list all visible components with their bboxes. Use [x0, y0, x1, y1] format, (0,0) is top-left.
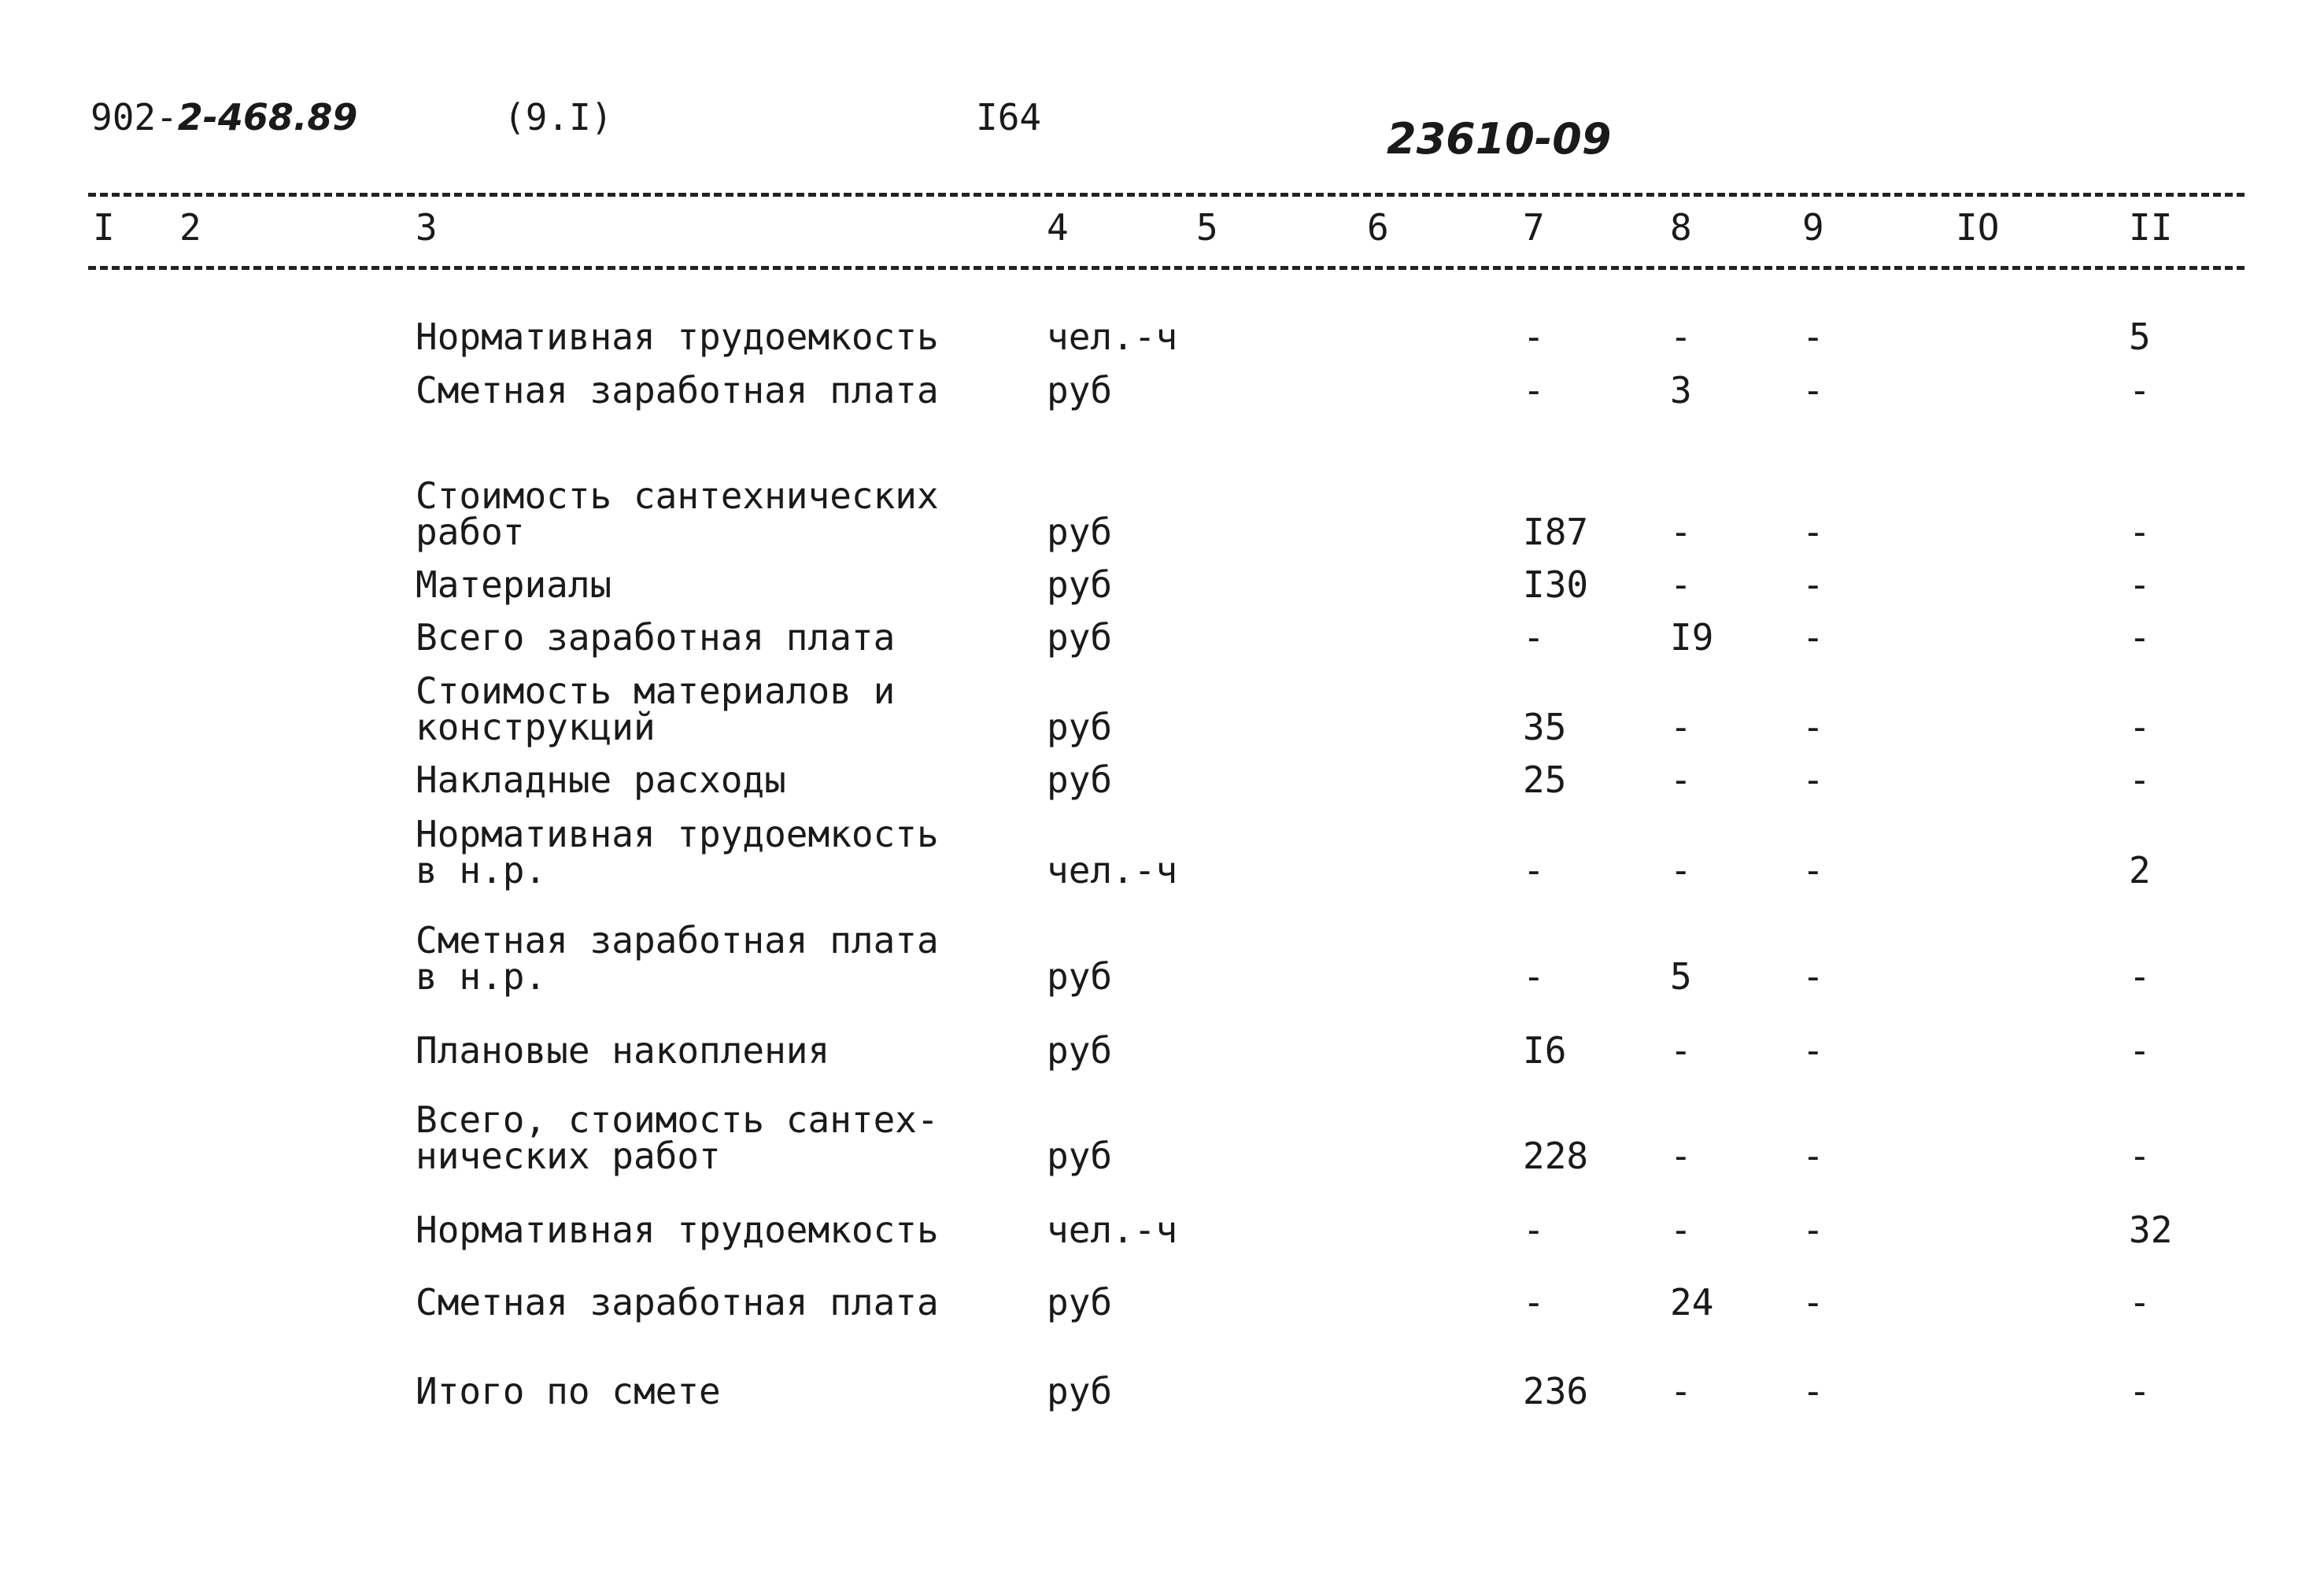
row-value-col9: -: [1802, 1281, 1824, 1323]
row-value-col8: -: [1670, 563, 1692, 606]
row-value-col9: -: [1802, 1029, 1824, 1072]
row-value-col9: -: [1802, 511, 1824, 553]
row-value-col8: -: [1670, 759, 1692, 801]
row-name-line1: Нормативная трудоемкость: [416, 813, 939, 855]
row-value-col11: -: [2129, 563, 2151, 606]
row-value-col11: 32: [2129, 1209, 2173, 1251]
row-value-col7: -: [1523, 316, 1545, 358]
row-unit: чел.-ч: [1047, 316, 1178, 358]
row-name: Сметная заработная плата: [416, 1281, 939, 1323]
row-value-col7: 25: [1523, 759, 1567, 801]
row-value-col8: -: [1670, 1209, 1692, 1251]
row-name: Плановые накопления: [416, 1029, 830, 1072]
row-value-col7: -: [1523, 1281, 1545, 1323]
row-value-col9: -: [1802, 1209, 1824, 1251]
row-value-col7: I87: [1523, 511, 1589, 553]
row-value-col11: -: [2129, 1281, 2151, 1323]
row-name: [416, 1098, 939, 1177]
row-name: Всего заработная плата: [416, 616, 896, 659]
row-value-col7: -: [1523, 616, 1545, 659]
row-unit: руб: [1047, 1281, 1113, 1323]
row-value-col9: -: [1802, 316, 1824, 358]
row-name-line1: Стоимость материалов и: [416, 670, 896, 712]
row-value-col9: -: [1802, 1135, 1824, 1177]
row-unit: руб: [1047, 369, 1113, 412]
row-value-col11: 2: [2129, 849, 2151, 892]
row-unit: руб: [1047, 563, 1113, 606]
row-name: [416, 474, 939, 553]
row-value-col11: 5: [2129, 316, 2151, 358]
row-unit: руб: [1047, 1029, 1113, 1072]
row-value-col11: -: [2129, 369, 2151, 412]
column-number: 5: [1196, 206, 1218, 249]
row-value-col7: I6: [1523, 1029, 1567, 1072]
row-name-line1: Сметная заработная плата: [416, 919, 939, 962]
row-name-line1: Всего, стоимость сантех-: [416, 1098, 939, 1141]
row-name-line2: конструкций: [416, 706, 656, 748]
document-number-prefix: 902-: [91, 96, 178, 138]
row-value-col8: -: [1670, 511, 1692, 553]
column-number: 8: [1670, 206, 1692, 249]
document-number: [91, 96, 357, 138]
column-number: 7: [1523, 206, 1545, 249]
row-unit: руб: [1047, 706, 1113, 748]
header-divider-top: [88, 193, 2245, 197]
row-value-col7: -: [1523, 849, 1545, 892]
row-value-col7: I30: [1523, 563, 1589, 606]
row-value-col11: -: [2129, 1370, 2151, 1412]
row-value-col8: -: [1670, 1370, 1692, 1412]
row-unit: руб: [1047, 511, 1113, 553]
column-number: 3: [416, 206, 438, 249]
row-unit: чел.-ч: [1047, 849, 1178, 892]
row-value-col8: 5: [1670, 955, 1692, 998]
row-value-col8: -: [1670, 1029, 1692, 1072]
row-name: Накладные расходы: [416, 759, 786, 801]
row-value-col8: 24: [1670, 1281, 1714, 1323]
row-value-col7: 35: [1523, 706, 1567, 748]
row-name: [416, 670, 896, 748]
row-value-col9: -: [1802, 759, 1824, 801]
row-value-col11: -: [2129, 706, 2151, 748]
row-name-line2: в н.р.: [416, 849, 547, 892]
row-unit: руб: [1047, 955, 1113, 998]
row-name: Нормативная трудоемкость: [416, 316, 939, 358]
row-value-col9: -: [1802, 955, 1824, 998]
row-value-col9: -: [1802, 563, 1824, 606]
row-value-col8: -: [1670, 706, 1692, 748]
section-number: (9.I): [504, 96, 613, 138]
row-value-col7: -: [1523, 369, 1545, 412]
row-unit: руб: [1047, 1370, 1113, 1412]
row-name-line2: работ: [416, 511, 525, 553]
row-name-line2: нических работ: [416, 1135, 721, 1177]
row-name: Сметная заработная плата: [416, 369, 939, 412]
row-value-col8: -: [1670, 316, 1692, 358]
column-number: 2: [179, 206, 201, 249]
row-value-col9: -: [1802, 1370, 1824, 1412]
row-value-col8: -: [1670, 1135, 1692, 1177]
row-value-col11: -: [2129, 511, 2151, 553]
column-number: II: [2129, 206, 2173, 249]
row-value-col11: -: [2129, 1029, 2151, 1072]
row-value-col7: -: [1523, 955, 1545, 998]
row-value-col11: -: [2129, 759, 2151, 801]
row-value-col11: -: [2129, 616, 2151, 659]
row-value-col11: -: [2129, 1135, 2151, 1177]
column-number: IO: [1956, 206, 2000, 249]
column-number: 6: [1367, 206, 1389, 249]
row-value-col8: -: [1670, 849, 1692, 892]
row-name: [416, 919, 939, 998]
row-value-col11: -: [2129, 955, 2151, 998]
document-number-handwritten: 2-468.89: [177, 96, 358, 138]
row-value-col9: -: [1802, 849, 1824, 892]
row-unit: руб: [1047, 1135, 1113, 1177]
page-number: I64: [976, 96, 1042, 138]
column-number: 9: [1802, 206, 1824, 249]
row-name-line2: в н.р.: [416, 955, 547, 998]
row-value-col9: -: [1802, 369, 1824, 412]
column-number: I: [93, 206, 115, 249]
row-value-col8: 3: [1670, 369, 1692, 412]
row-name-line1: Стоимость сантехнических: [416, 474, 939, 517]
row-value-col7: 236: [1523, 1370, 1589, 1412]
row-unit: руб: [1047, 616, 1113, 659]
row-value-col9: -: [1802, 616, 1824, 659]
row-value-col9: -: [1802, 706, 1824, 748]
inventory-stamp: 23610-09: [1387, 114, 1612, 164]
row-name: Материалы: [416, 563, 612, 606]
header-divider-bottom: [88, 266, 2245, 270]
row-name: Нормативная трудоемкость: [416, 1209, 939, 1251]
row-unit: чел.-ч: [1047, 1209, 1178, 1251]
row-value-col7: 228: [1523, 1135, 1589, 1177]
row-name: Итого по смете: [416, 1370, 721, 1412]
row-value-col7: -: [1523, 1209, 1545, 1251]
row-value-col8: I9: [1670, 616, 1714, 659]
row-name: [416, 813, 939, 892]
column-number: 4: [1047, 206, 1069, 249]
row-unit: руб: [1047, 759, 1113, 801]
